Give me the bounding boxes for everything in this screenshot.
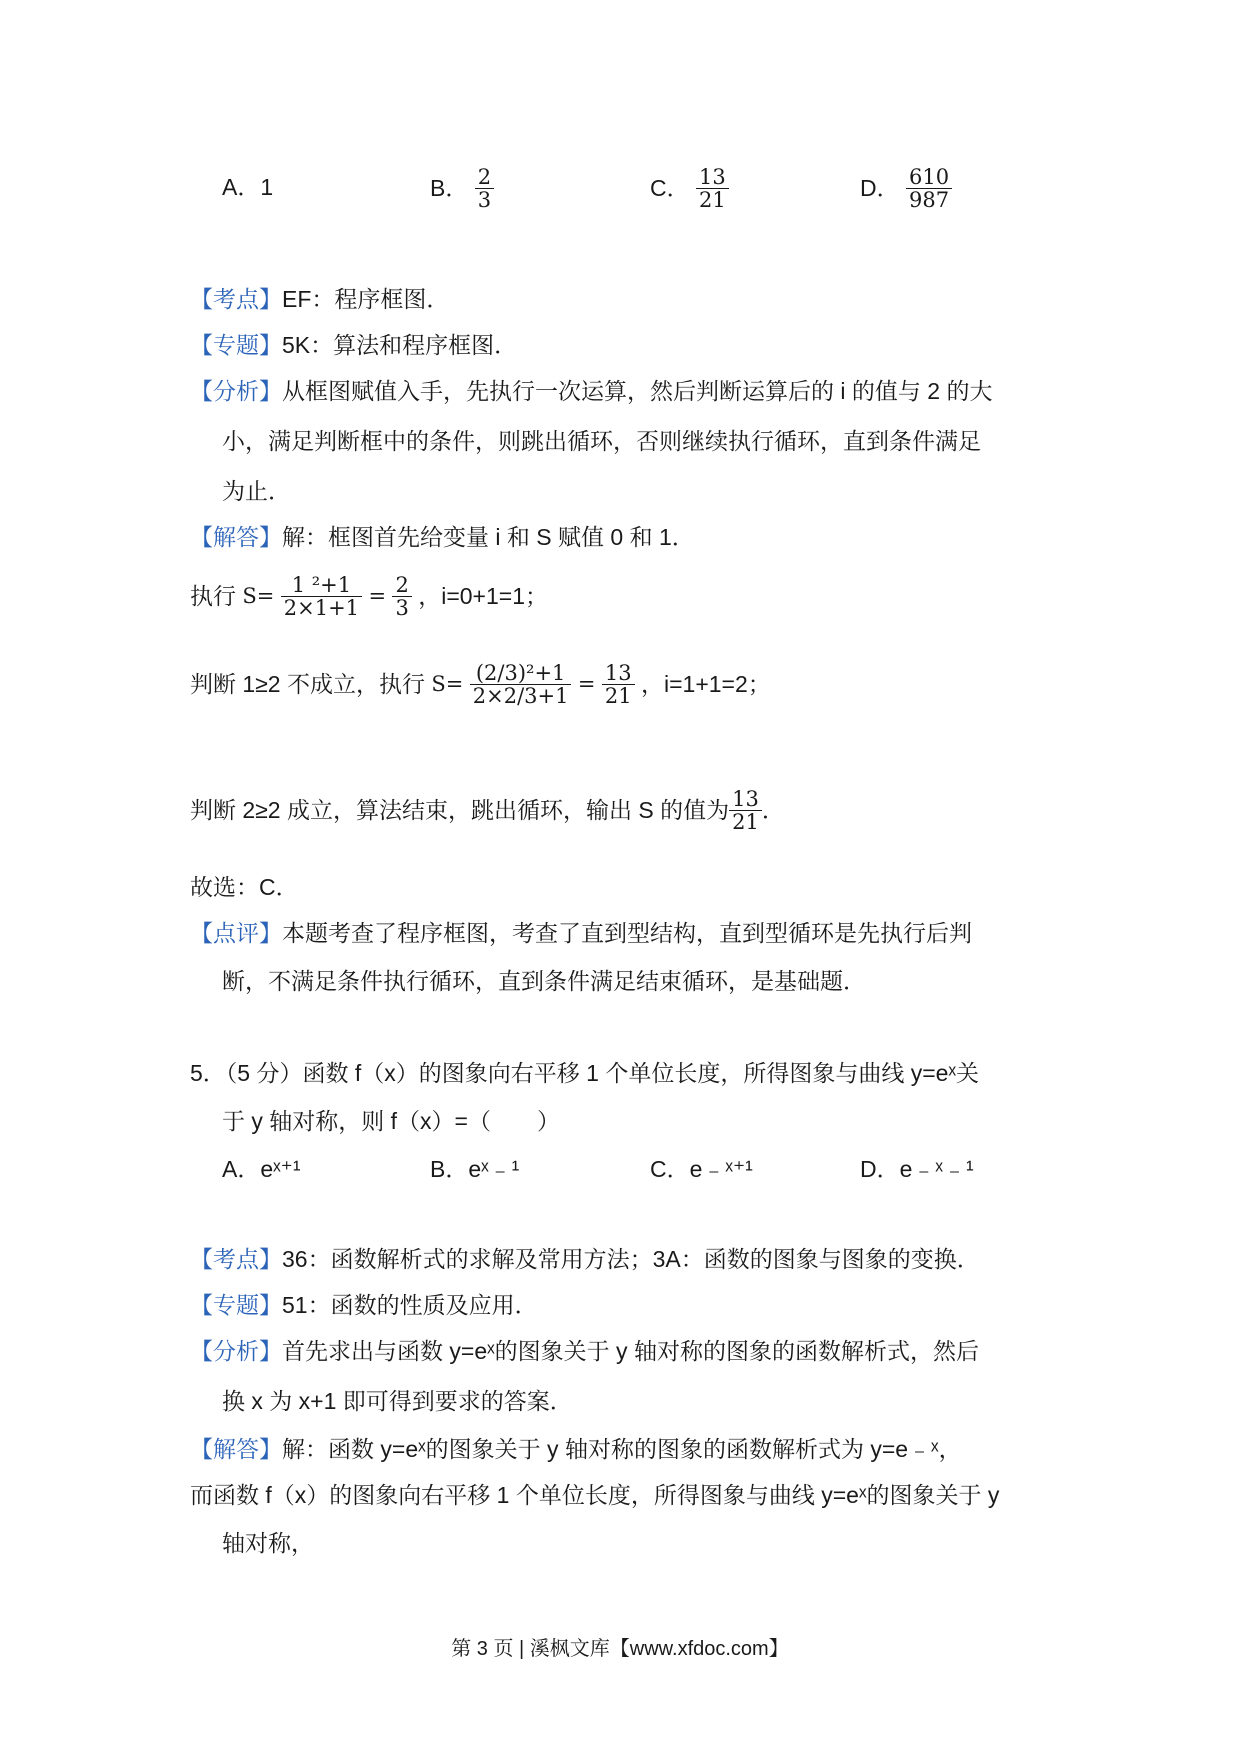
- step2-result-denominator: 21: [604, 684, 632, 709]
- fenxi-text-1: 从框图赋值入手，先执行一次运算，然后判断运算后的 i 的值与 2 的大: [282, 378, 993, 404]
- option-b-fraction: [475, 166, 494, 211]
- q5-option-b-value: eˣ﹣¹: [468, 1156, 520, 1182]
- option-d-label: D．: [860, 175, 900, 202]
- step2-denominator: 2×2/3+1: [472, 684, 569, 709]
- step2-fraction: [470, 662, 572, 707]
- option-d: [860, 166, 952, 211]
- q5-option-a-value: eˣ⁺¹: [260, 1156, 301, 1182]
- option-d-denominator: 987: [909, 188, 950, 213]
- q4-kaodian: [190, 288, 449, 311]
- q5-option-a: [222, 1158, 300, 1181]
- q5-jieda: [190, 1438, 962, 1461]
- step1-denominator: 2×1+1: [283, 596, 360, 621]
- q5-option-c-label: C．: [650, 1156, 690, 1182]
- step2-suffix: ，i=1+1=2；: [641, 671, 771, 698]
- q5-option-c-value: e﹣ˣ⁺¹: [689, 1156, 753, 1182]
- option-b: [430, 166, 494, 211]
- step2-result-numerator: 13: [602, 662, 635, 685]
- q5-option-b: [430, 1158, 519, 1181]
- q4-fenxi-line3: 为止．: [222, 478, 291, 504]
- step1-result: [392, 574, 411, 619]
- option-b-numerator: 2: [475, 166, 494, 189]
- option-d-fraction: [906, 166, 952, 211]
- q5-zhuanti-tag: 【专题】: [190, 1292, 282, 1318]
- q5-jieda-text-1: 解：函数 y=eˣ的图象关于 y 轴对称的图象的函数解析式为 y=e﹣ˣ，: [282, 1436, 962, 1462]
- option-b-label: B．: [430, 175, 469, 202]
- step3-numerator: 13: [729, 788, 762, 811]
- kaodian-tag: 【考点】: [190, 286, 282, 312]
- jieda-text: 解：框图首先给变量 i 和 S 赋值 0 和 1．: [282, 524, 695, 550]
- option-c-numerator: 13: [696, 166, 729, 189]
- option-c-label: C．: [650, 175, 690, 202]
- jieda-tag: 【解答】: [190, 524, 282, 550]
- step2-numerator: (2/3)²+1: [470, 662, 572, 685]
- option-c-fraction: [696, 166, 729, 211]
- q5-kaodian: [190, 1248, 980, 1271]
- q5-option-b-label: B．: [430, 1156, 469, 1182]
- option-d-numerator: 610: [906, 166, 952, 189]
- dianping-tag: 【点评】: [190, 920, 282, 946]
- step1-numerator: 1 ²+1: [281, 574, 362, 597]
- option-a: [222, 176, 273, 199]
- q5-kaodian-text: 36：函数解析式的求解及常用方法；3A：函数的图象与图象的变换．: [282, 1246, 980, 1272]
- step3-fraction: [729, 788, 762, 833]
- q4-fenxi-line2: 小，满足判断框中的条件，则跳出循环，否则继续执行循环，直到条件满足: [222, 428, 981, 454]
- q5-option-c: [650, 1158, 753, 1181]
- option-a-value: 1: [260, 174, 274, 200]
- option-c-denominator: 21: [699, 188, 726, 213]
- step1-prefix: 执行: [190, 583, 236, 610]
- option-b-denominator: 3: [477, 188, 492, 213]
- kaodian-text: EF：程序框图．: [282, 286, 450, 312]
- step2-prefix: 判断 1≥2 不成立，执行: [190, 671, 425, 698]
- step3-end: ．: [761, 797, 785, 824]
- q5-option-d: [860, 1158, 974, 1181]
- q5-zhuanti: [190, 1294, 538, 1317]
- q5-jieda-tag: 【解答】: [190, 1436, 282, 1462]
- q4-step2: [190, 662, 771, 707]
- q4-zhuanti: [190, 334, 517, 357]
- option-c: [650, 166, 729, 211]
- zhuanti-text: 5K：算法和程序框图．: [282, 332, 518, 358]
- zhuanti-tag: 【专题】: [190, 332, 282, 358]
- q4-jieda: [190, 526, 695, 549]
- q5-stem-line2: 于 y 轴对称，则 f（x）=（ ）: [222, 1108, 560, 1134]
- step1-result-denominator: 3: [395, 596, 409, 621]
- fenxi-tag: 【分析】: [190, 378, 282, 404]
- q5-fenxi-line2: 换 x 为 x+1 即可得到要求的答案．: [222, 1388, 573, 1414]
- q5-jieda-line3: 轴对称，: [222, 1530, 314, 1556]
- q4-step3: [190, 788, 785, 833]
- step1-fraction: [281, 574, 362, 619]
- q4-dianping: [190, 922, 972, 945]
- step2-equals: =: [577, 672, 596, 697]
- q5-option-d-label: D．: [860, 1156, 900, 1182]
- q5-zhuanti-text: 51：函数的性质及应用．: [282, 1292, 538, 1318]
- q5-stem-line1: 5．（5 分）函数 f（x）的图象向右平移 1 个单位长度，所得图象与曲线 y=eˣ关: [190, 1060, 979, 1086]
- q4-fenxi: [190, 380, 992, 403]
- dianping-text-1: 本题考查了程序框图，考查了直到型结构，直到型循环是先执行后判: [282, 920, 972, 946]
- step1-result-numerator: 2: [392, 574, 411, 597]
- q5-kaodian-tag: 【考点】: [190, 1246, 282, 1272]
- q5-option-a-label: A．: [222, 1156, 261, 1182]
- page-footer: 第 3 页 | 溪枫文库【www.xfdoc.com】: [451, 1638, 789, 1660]
- step3-text: 判断 2≥2 成立，算法结束，跳出循环，输出 S 的值为: [190, 797, 730, 824]
- step2-result: [602, 662, 635, 707]
- q5-fenxi-text-1: 首先求出与函数 y=eˣ的图象关于 y 轴对称的图象的函数解析式，然后: [282, 1338, 979, 1364]
- step1-equals: =: [368, 584, 387, 609]
- q5-option-d-value: e﹣ˣ﹣¹: [899, 1156, 974, 1182]
- step1-s: S=: [242, 584, 275, 609]
- step3-denominator: 21: [732, 810, 759, 835]
- option-a-label: A．: [222, 174, 261, 200]
- q4-step1: [190, 574, 548, 619]
- q5-jieda-line2: 而函数 f（x）的图象向右平移 1 个单位长度，所得图象与曲线 y=eˣ的图象关于 y: [190, 1482, 1000, 1508]
- q4-answer: 故选：C．: [190, 874, 299, 900]
- step2-s: S=: [431, 672, 464, 697]
- q5-fenxi-tag: 【分析】: [190, 1338, 282, 1364]
- q4-dianping-line2: 断，不满足条件执行循环，直到条件满足结束循环，是基础题．: [222, 968, 866, 994]
- step1-suffix: ，i=0+1=1；: [418, 583, 548, 610]
- q5-fenxi: [190, 1340, 979, 1363]
